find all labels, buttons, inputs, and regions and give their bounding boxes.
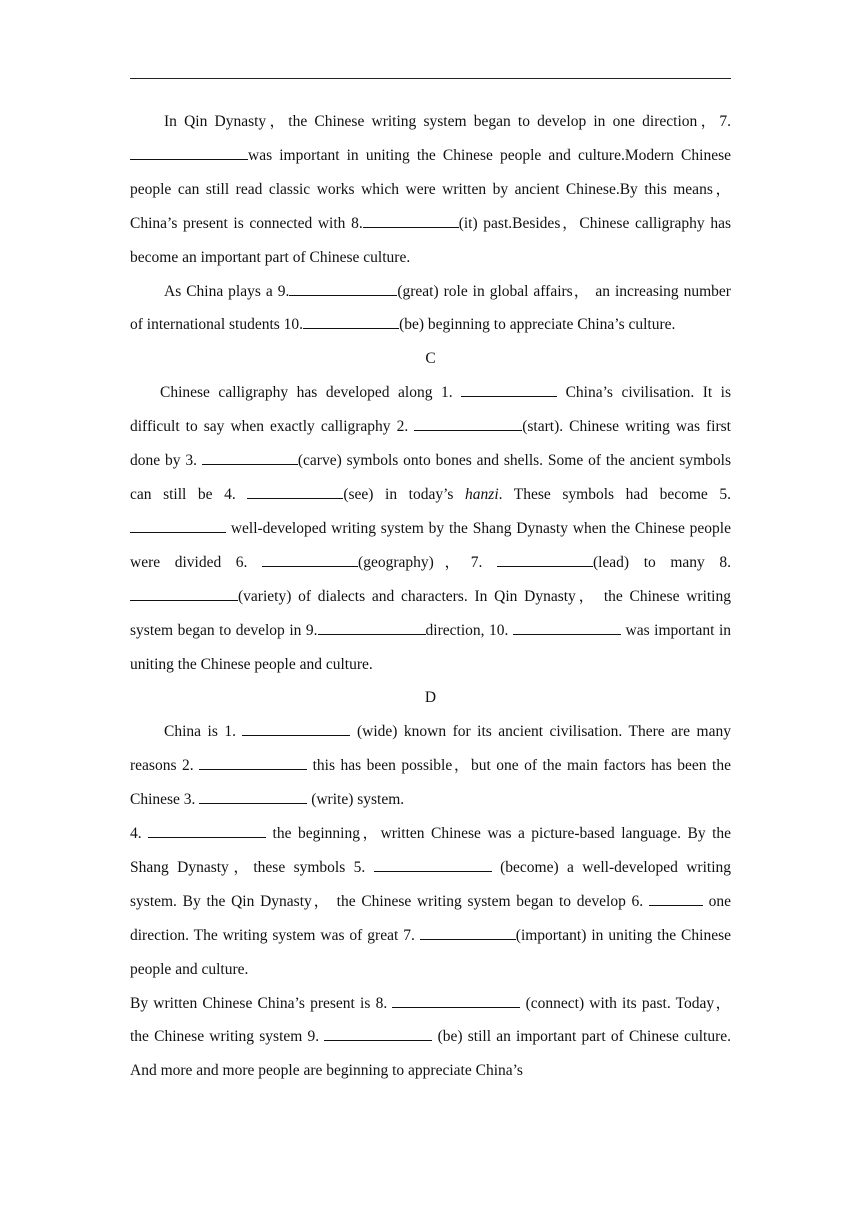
text-segment: (wide) known for its ancient civilisation. There are many reasons 2. [130,723,731,775]
paragraph-c [130,376,731,681]
text-segment: China is 1. [164,723,243,741]
answer-blank-c3[interactable] [202,450,298,465]
answer-blank-c9[interactable] [318,620,426,635]
text-segment: (write) system. [307,791,405,809]
text-segment: this has been possible，but one of the main factors has been the Chinese 3. [130,757,731,809]
text-segment: (important) in uniting the Chinese people and culture. [130,926,731,978]
answer-blank-c4[interactable] [247,484,343,499]
blank-number-7: 7. [719,113,731,130]
paragraph-d-2 [130,817,731,987]
text-segment: the beginning，written Chinese was a picture-based language. By the Shang Dynasty，these symbols 5. [130,825,731,876]
section-heading-c: C [425,350,436,368]
answer-blank-d4[interactable] [148,823,266,838]
answer-blank-c7[interactable] [497,552,593,567]
answer-blank-c5[interactable] [130,518,226,533]
answer-blank-d5[interactable] [374,857,492,872]
text-segment: (be) beginning to appreciate China’s culture. [399,316,676,334]
text-segment: (geography)，7. [358,553,497,571]
answer-blank-8[interactable] [363,213,459,228]
text-segment: well-developed writing system by the Shang Dynasty when the Chinese people were divided 6. [130,519,731,571]
document-body [130,105,731,1088]
text-segment: was important in uniting the Chinese people and culture.Modern Chinese people can still read classic works which were written by ancient Chinese.By this means，China’s present is connected with 8. [130,146,731,232]
text-segment: (become) a well-developed writing system. By the Qin Dynasty， the Chinese writing system began to develop 6. [130,858,732,910]
text-segment: By written Chinese China’s present is 8. [130,994,393,1012]
text-segment: (connect) with its past. Today，the Chinese writing system 9. [130,994,731,1046]
text-segment: (start). Chinese writing was first done by 3. [130,418,731,470]
text-segment: one direction. The writing system was of great 7. [130,892,731,944]
answer-blank-10[interactable] [303,314,399,329]
answer-blank-c8[interactable] [130,586,238,601]
answer-blank-d8[interactable] [392,993,520,1008]
answer-blank-c6[interactable] [262,552,358,567]
answer-blank-c1[interactable] [461,382,557,397]
text-segment: (see) in today’s [343,485,466,503]
answer-blank-d7[interactable] [420,925,516,940]
text-segment: (great) role in global affairs， an increasing number of international students 10. [130,282,731,334]
hanzi-term: hanzi [465,485,499,503]
text-segment: Chinese calligraphy has developed along 1. [160,384,462,402]
text-segment: was important in uniting the Chinese people and culture. [130,621,732,673]
answer-blank-d1[interactable] [242,721,350,736]
text-segment: (carve) symbols onto bones and shells. Some of the ancient symbols can still be 4. [130,452,731,503]
answer-blank-d2[interactable] [199,755,307,770]
answer-blank-d9[interactable] [324,1026,432,1041]
text-segment: In Qin Dynasty，the Chinese writing system began to develop in one direction， [164,113,720,130]
paragraph-d-3 [130,987,731,1089]
header-rule [130,78,731,79]
answer-blank-7[interactable] [130,145,248,160]
text-segment: (lead) to many 8. [592,553,732,571]
section-heading-d: D [424,689,437,707]
text-segment: As China plays a 9. [164,282,290,300]
answer-blank-c10[interactable] [513,620,621,635]
answer-blank-d3[interactable] [199,789,307,804]
text-segment: (it) past.Besides，Chinese calligraphy has become an important part of Chinese culture. [130,214,731,266]
paragraph-b-1 [130,105,731,275]
text-segment: China’s civilisation. It is difficult to say when exactly calligraphy 2. [130,384,731,436]
paragraph-b-2 [130,275,731,343]
answer-blank-9[interactable] [289,281,397,296]
answer-blank-d6[interactable] [649,891,703,906]
text-segment: . These symbols had become 5. [498,485,731,503]
text-segment: (be) still an important part of Chinese culture. And more and more people are beginning to appreciate China’s [130,1028,731,1080]
text-segment: 4. [130,825,149,843]
paragraph-d-1 [130,715,731,817]
text-segment: (variety) of dialects and characters. In Qin Dynasty， the Chinese writing system began to develop in 9. [130,587,731,639]
text-segment: direction, 10. [425,621,513,639]
answer-blank-c2[interactable] [414,416,522,431]
